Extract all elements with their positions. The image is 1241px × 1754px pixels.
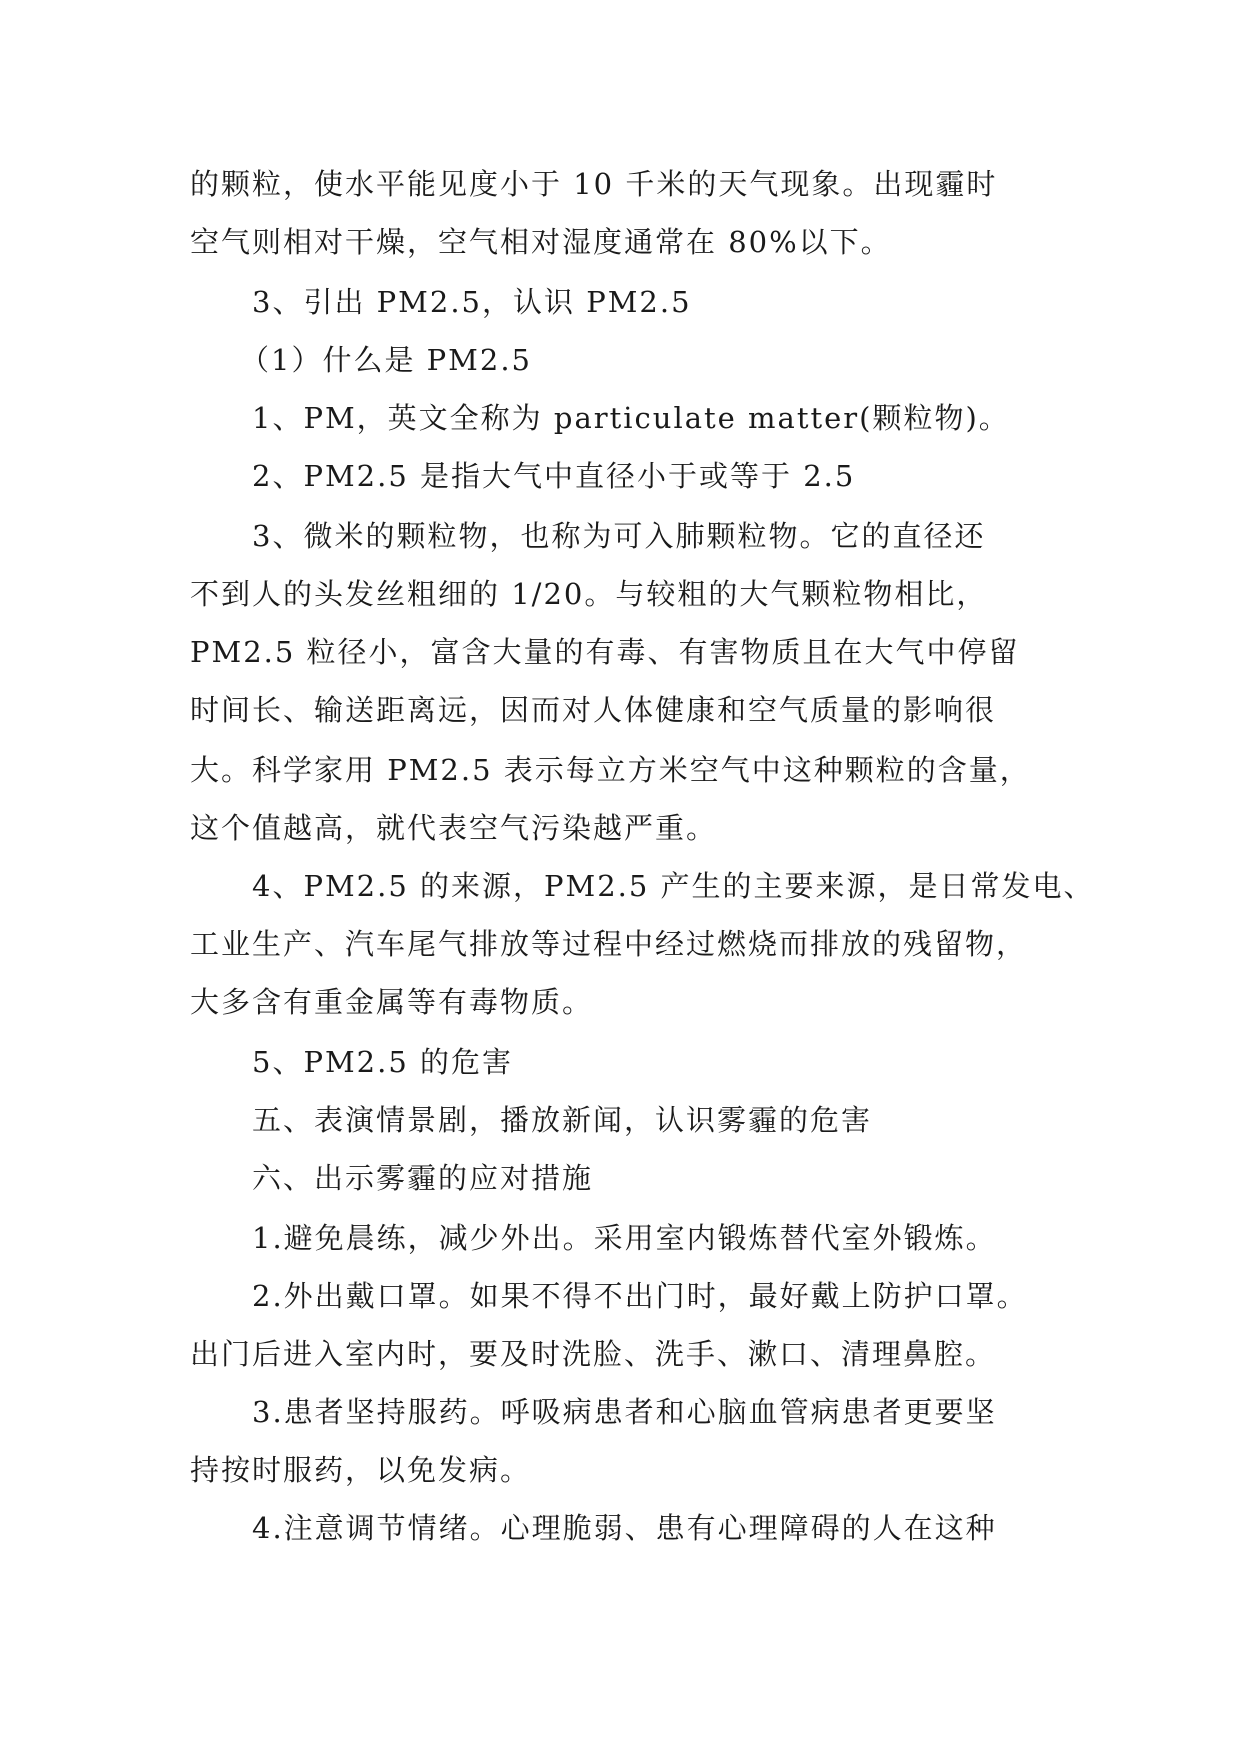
text-line: 4.注意调节情绪。心理脆弱、患有心理障碍的人在这种 — [252, 1511, 997, 1545]
text-line: 时间长、输送距离远，因而对人体健康和空气质量的影响很 — [190, 693, 997, 727]
text-line: 2.外出戴口罩。如果不得不出门时，最好戴上防护口罩。 — [252, 1279, 1028, 1313]
text-line: 3.患者坚持服药。呼吸病患者和心脑血管病患者更要坚 — [252, 1395, 997, 1429]
text-line: 这个值越高，就代表空气污染越严重。 — [190, 811, 718, 845]
text-line: 2、PM2.5 是指大气中直径小于或等于 2.5 — [252, 459, 856, 493]
text-line: 1、PM，英文全称为 particulate matter(颗粒物)。 — [252, 401, 1010, 435]
text-line: 5、PM2.5 的危害 — [252, 1045, 513, 1079]
text-line: 3、微米的颗粒物，也称为可入肺颗粒物。它的直径还 — [252, 519, 986, 553]
text-line: 大。科学家用 PM2.5 表示每立方米空气中这种颗粒的含量， — [190, 753, 1031, 787]
text-line: 出门后进入室内时，要及时洗脸、洗手、漱口、清理鼻腔。 — [190, 1337, 997, 1371]
section-heading: 六、出示雾霾的应对措施 — [252, 1161, 594, 1195]
section-heading: 五、表演情景剧，播放新闻，认识雾霾的危害 — [252, 1103, 873, 1137]
text-line: PM2.5 粒径小，富含大量的有毒、有害物质且在大气中停留 — [190, 635, 1020, 669]
text-line: 4、PM2.5 的来源，PM2.5 产生的主要来源，是日常发电、 — [252, 869, 1095, 903]
text-line: 1.避免晨练，减少外出。采用室内锻炼替代室外锻炼。 — [252, 1221, 997, 1255]
text-line: 工业生产、汽车尾气排放等过程中经过燃烧而排放的残留物， — [190, 927, 1028, 961]
section-heading: 3、引出 PM2.5，认识 PM2.5 — [252, 285, 692, 319]
text-line: 大多含有重金属等有毒物质。 — [190, 985, 594, 1019]
text-line: 的颗粒，使水平能见度小于 10 千米的天气现象。出现霾时 — [190, 167, 998, 201]
text-line: 空气则相对干燥，空气相对湿度通常在 80%以下。 — [190, 225, 892, 259]
text-line: 持按时服药，以免发病。 — [190, 1453, 532, 1487]
text-line: 不到人的头发丝粗细的 1/20。与较粗的大气颗粒物相比， — [190, 577, 988, 611]
subsection-heading: （1）什么是 PM2.5 — [240, 343, 532, 377]
